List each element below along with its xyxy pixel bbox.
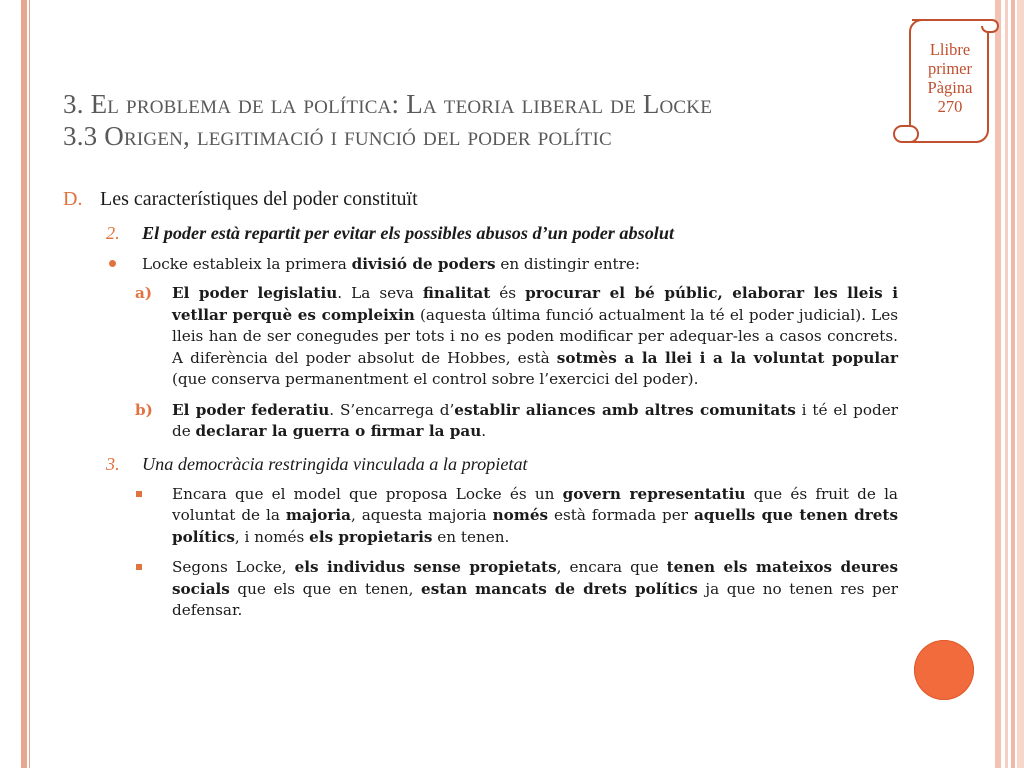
bold-text: govern representatiu	[562, 484, 746, 503]
square-bullet-icon	[136, 491, 142, 497]
text: (que conserva permanentment el control sobre l’exercici del poder).	[172, 370, 699, 388]
list-marker: b)	[135, 400, 153, 419]
square-bullet-item	[63, 557, 898, 622]
bold-text: sotmès a la llei i a la voluntat popular	[556, 348, 898, 367]
text: .	[481, 422, 487, 440]
text: en tenen.	[432, 527, 510, 546]
book-page-note	[913, 40, 987, 116]
section-d	[63, 186, 898, 212]
subsection-heading: El poder està repartit per evitar els possibles abusos d’un poder absolut	[142, 223, 675, 243]
section-heading: Les característiques del poder constituït	[100, 188, 418, 210]
right-stripe	[1011, 0, 1015, 768]
item-a	[63, 283, 898, 391]
slide-title	[63, 88, 903, 152]
list-marker: a)	[135, 284, 153, 302]
list-marker: D.	[63, 188, 83, 210]
bullet-dot-icon	[109, 260, 116, 267]
bold-text: El poder legislatiu	[172, 284, 338, 302]
bold-text: els propietaris	[309, 527, 433, 546]
title-line-2: 3.3 Origen, legitimació i funció del poder polític	[63, 121, 612, 151]
note-line: Llibre	[929, 40, 971, 59]
bold-text: els individus sense propietats	[294, 558, 557, 576]
text: (aquesta última funció actualment la té el poder judicial). Les lleis han de ser conegudes per tots i no es poden modificar per adequar-les a casos concrets. A diferència del poder absolut de Hobbes, està	[172, 305, 899, 367]
title-line-1: 3. El problema de la política: La teoria liberal de Locke	[63, 89, 713, 119]
text: . S’encarrega d’	[329, 400, 455, 419]
square-bullet-item	[63, 484, 898, 549]
bold-text: procurar el bé públic, elaborar les lleis i vetllar perquè es compleixin	[172, 284, 899, 324]
text: que els que en tenen,	[229, 579, 422, 598]
text: , aquesta majoria	[350, 506, 493, 524]
left-border-line	[21, 0, 27, 768]
text: , i només	[234, 527, 310, 546]
subsection-2	[63, 221, 898, 245]
bold-text: aquells que tenen drets polítics	[172, 506, 898, 546]
note-line: 270	[937, 97, 963, 116]
bold-text: declarar la guerra o firmar la pau	[195, 422, 482, 440]
text: que és fruit de la voluntat de la	[172, 484, 898, 524]
right-stripe	[1017, 0, 1024, 768]
text: . La seva	[337, 284, 423, 302]
bold-text: només	[492, 506, 549, 524]
subsection-heading: Una democràcia restringida vinculada a la propietat	[142, 453, 528, 474]
slide-body	[63, 186, 898, 631]
bold-text: finalitat	[422, 284, 491, 302]
text: Locke estableix la primera	[142, 255, 352, 273]
note-line: Pàgina	[927, 78, 973, 97]
bullet-item	[63, 253, 898, 275]
note-line: primer	[928, 59, 972, 78]
text: està formada per	[548, 506, 694, 524]
square-bullet-icon	[136, 564, 142, 570]
item-b	[63, 400, 898, 443]
text: Segons Locke,	[172, 558, 295, 576]
bold-text: establir aliances amb altres comunitats	[454, 400, 796, 419]
bold-text: majoria	[285, 506, 351, 524]
bold-text: divisió de poders	[351, 255, 496, 273]
list-marker: 3.	[106, 453, 120, 474]
text: i té el poder de	[172, 400, 898, 440]
list-marker: 2.	[106, 223, 120, 243]
text: ja que no tenen res per defensar.	[172, 579, 898, 619]
left-border-thin-line	[29, 0, 30, 768]
bold-text: tenen els mateixos deures socials	[172, 558, 898, 598]
text: , encara que	[556, 558, 667, 576]
right-stripe	[1005, 0, 1008, 768]
text: Encara que el model que proposa Locke és un	[172, 484, 563, 503]
text: en distingir entre:	[495, 255, 640, 273]
decorative-circle	[914, 640, 974, 700]
text: és	[490, 284, 526, 302]
bold-text: El poder federatiu	[172, 400, 330, 419]
bold-text: estan mancats de drets polítics	[421, 579, 698, 598]
subsection-3	[63, 452, 898, 476]
